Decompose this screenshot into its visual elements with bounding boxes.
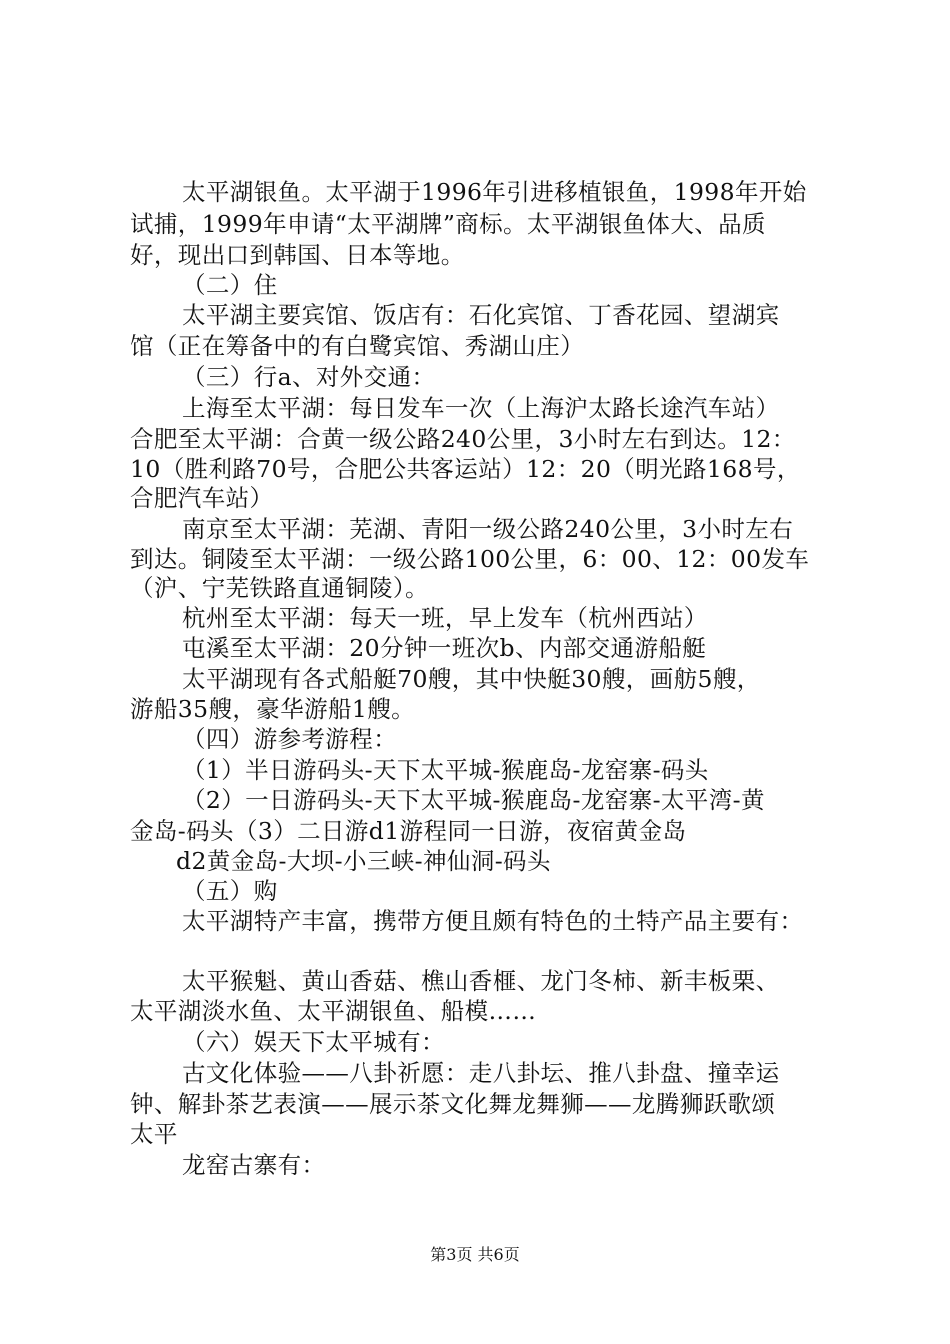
text-line-30: 钟、解卦茶艺表演——展示茶文化舞龙舞狮——龙腾狮跃歌颂: [130, 1090, 776, 1118]
text-line-2: 试捕，1999年申请“太平湖牌”商标。太平湖银鱼体大、品质: [130, 210, 766, 238]
text-line-32: 龙窑古寨有：: [182, 1151, 326, 1179]
section-heading-zhu: （二）住: [182, 271, 278, 299]
text-line-29: 古文化体验——八卦祈愿：走八卦坛、推八卦盘、撞幸运: [182, 1059, 780, 1087]
text-line-10: 10（胜利路70号，合肥公共客运站）12：20（明光路168号，: [130, 455, 801, 483]
text-line-6: 馆（正在筹备中的有白鹭宾馆、秀湖山庄）: [130, 332, 585, 360]
section-heading-xing: （三）行a、对外交通：: [182, 363, 436, 391]
text-line-26: 太平猴魁、黄山香菇、樵山香榧、龙门冬柿、新丰板栗、: [182, 967, 780, 995]
text-line-12: 南京至太平湖：芜湖、青阳一级公路240公里，3小时左右: [182, 515, 794, 543]
text-line-22: 金岛-码头（3）二日游d1游程同一日游，夜宿黄金岛: [130, 817, 687, 845]
text-line-18: 游船35艘，豪华游船1艘。: [130, 695, 416, 723]
text-line-17: 太平湖现有各式船艇70艘，其中快艇30艘，画舫5艘，: [182, 665, 761, 693]
text-line-16: 屯溪至太平湖：20分钟一班次b、内部交通游船艇: [182, 634, 707, 662]
text-line-25: 太平湖特产丰富，携带方便且颇有特色的土特产品主要有：: [182, 907, 804, 935]
page-footer: 第3页 共6页: [430, 1245, 520, 1264]
text-line-27: 太平湖淡水鱼、太平湖银鱼、船模……: [130, 997, 537, 1025]
text-line-11: 合肥汽车站）: [130, 484, 274, 512]
section-heading-you: （四）游参考游程：: [182, 725, 398, 753]
text-line-1: 太平湖银鱼。太平湖于1996年引进移植银鱼，1998年开始: [182, 178, 807, 206]
text-line-8: 上海至太平湖：每日发车一次（上海沪太路长途汽车站）: [182, 394, 780, 422]
text-line-31: 太平: [130, 1120, 178, 1148]
section-heading-yu: （六）娱天下太平城有：: [182, 1028, 445, 1056]
text-line-5: 太平湖主要宾馆、饭店有：石化宾馆、丁香花园、望湖宾: [182, 301, 780, 329]
text-line-13: 到达。铜陵至太平湖：一级公路100公里，6：00、12：00发车: [130, 545, 810, 573]
text-line-21: （2）一日游码头-天下太平城-猴鹿岛-龙窑寨-太平湾-黄: [182, 786, 765, 814]
text-line-23: d2黄金岛-大坝-小三峡-神仙洞-码头: [176, 847, 551, 875]
text-line-20: （1）半日游码头-天下太平城-猴鹿岛-龙窑寨-码头: [182, 756, 709, 784]
text-line-3: 好，现出口到韩国、日本等地。: [130, 241, 465, 269]
text-line-15: 杭州至太平湖：每天一班，早上发车（杭州西站）: [182, 604, 708, 632]
text-line-14: （沪、宁芜铁路直通铜陵）。: [130, 574, 429, 602]
text-line-9: 合肥至太平湖：合黄一级公路240公里，3小时左右到达。12：: [130, 425, 796, 453]
section-heading-gou: （五）购: [182, 877, 278, 905]
